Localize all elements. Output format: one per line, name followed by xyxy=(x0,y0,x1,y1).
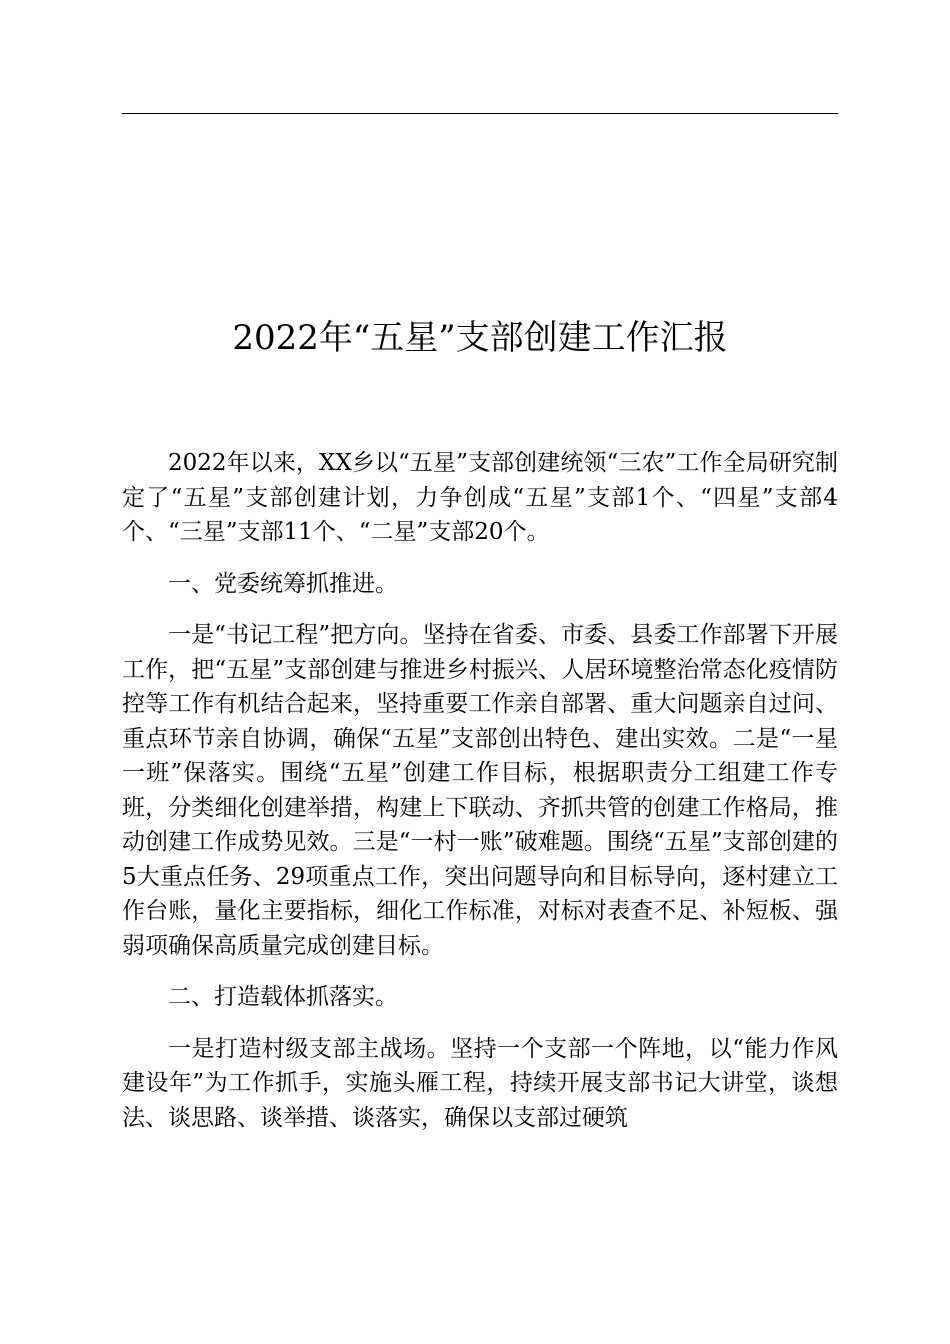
intro-paragraph: 2022年以来，XX乡以“五星”支部创建统领“三农”工作全局研究制定了“五星”支部创建计划，力争创成“五星”支部1个、“四星”支部4个、“三星”支部11个、“二星”支部20个。 xyxy=(122,450,838,545)
section-heading-1: 一、党委统筹抓推进。 xyxy=(168,570,398,597)
section-1-paragraph: 一是“书记工程”把方向。坚持在省委、市委、县委工作部署下开展工作，把“五星”支部创建与推进乡村振兴、人居环境整治常态化疫情防控等工作有机结合起来，坚持重要工作亲自部署、重大问题亲自过问、重点环节亲自协调，确保“五星”支部创出特色、建出实效。二是“一星一班”保落实。围绕“五星”创建工作目标，根据职责分工组建工作专班，分类细化创建举措，构建上下联动、齐抓共管的创建工作格局，推动创建工作成势见效。三是“一村一账”破难题。围绕“五星”支部创建的5大重点任务、29项重点工作，突出问题导向和目标导向，逐村建立工作台账，量化主要指标，细化工作标准，对标对表查不足、补短板、强弱项确保高质量完成创建目标。 xyxy=(122,622,838,959)
document-title: 2022年“五星”支部创建工作汇报 xyxy=(232,318,728,358)
section-2-paragraph: 一是打造村级支部主战场。坚持一个支部一个阵地，以“能力作风建设年”为工作抓手，实施头雁工程，持续开展支部书记大讲堂，谈想法、谈思路、谈举措、谈落实，确保以支部过硬筑 xyxy=(122,1035,838,1131)
document-body xyxy=(122,446,838,1152)
section-heading-2: 二、打造载体抓落实。 xyxy=(168,984,398,1010)
header-rule xyxy=(122,113,838,114)
